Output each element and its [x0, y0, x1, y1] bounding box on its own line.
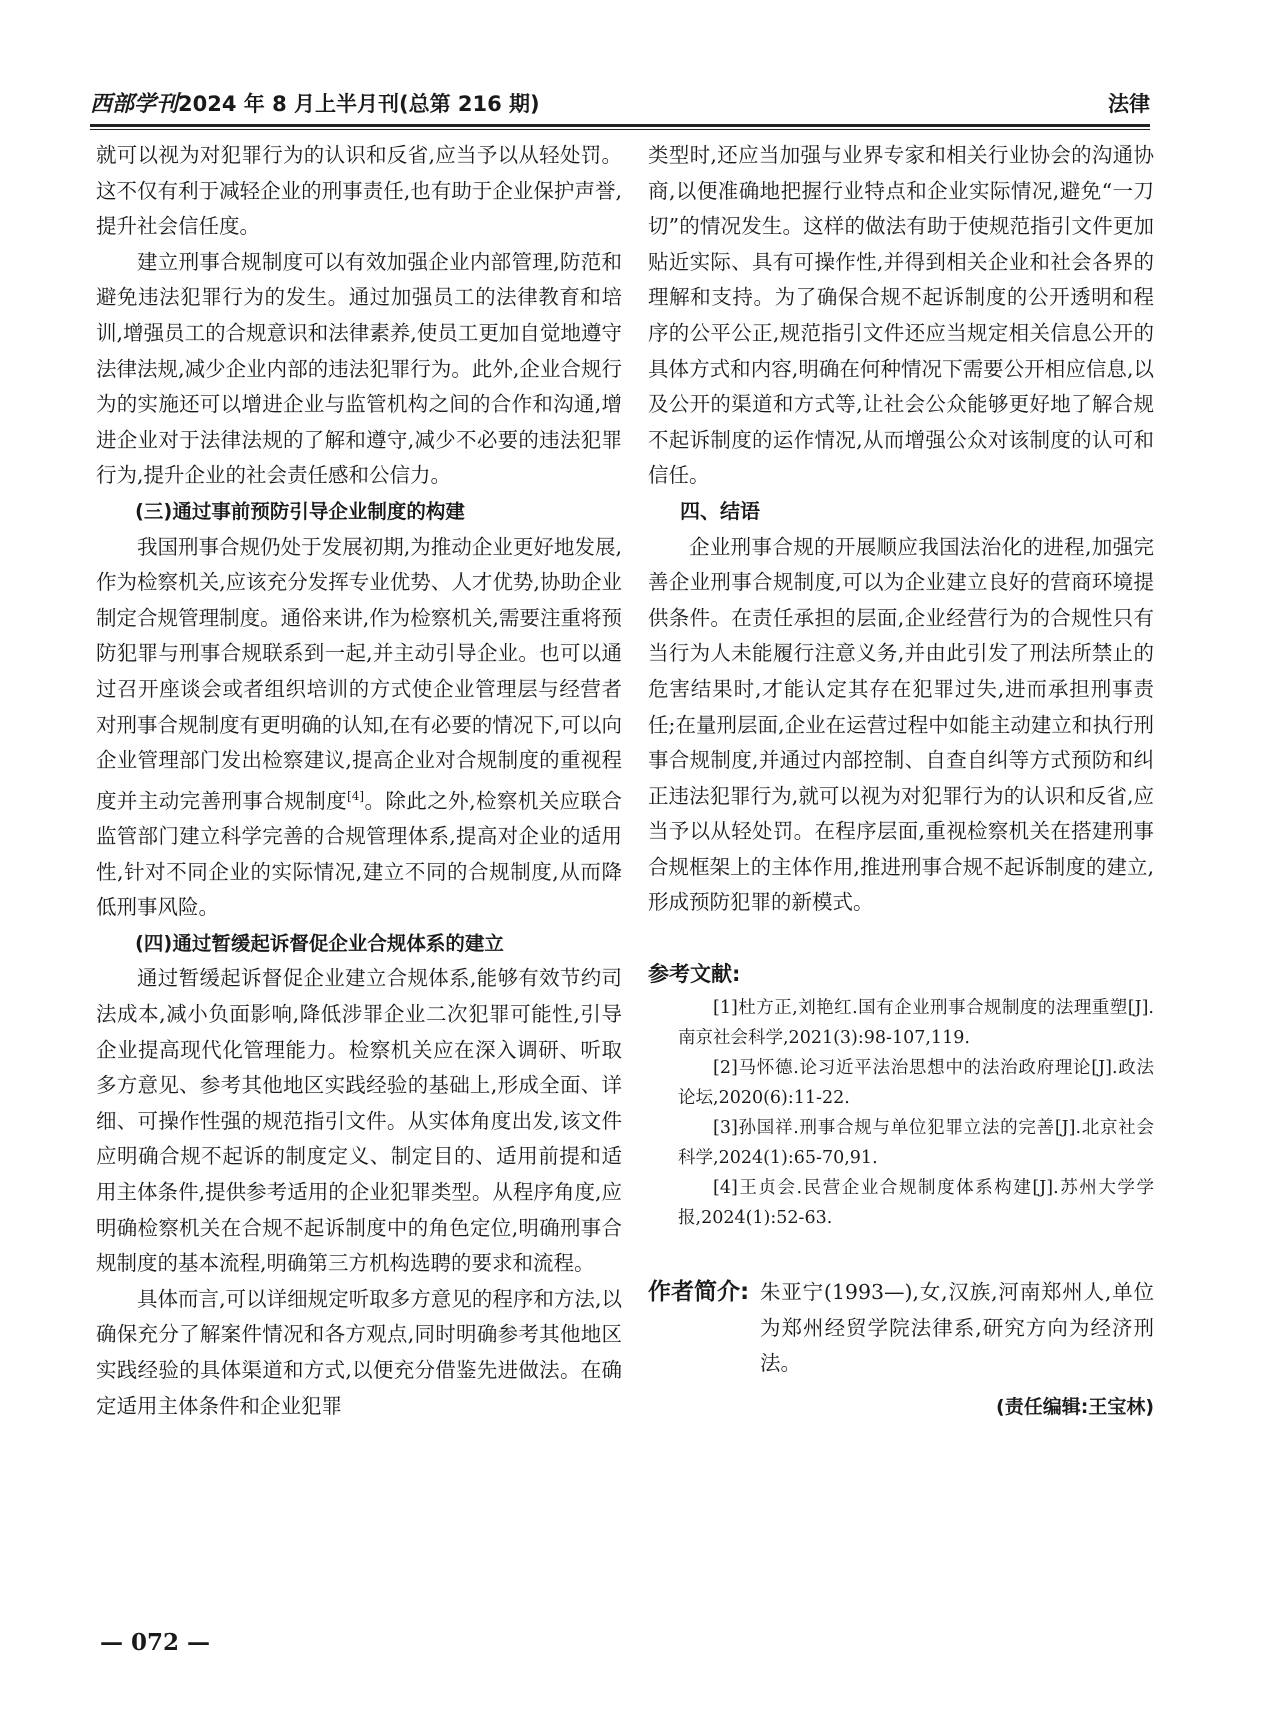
header-rule-thin	[90, 129, 1150, 130]
reference-item: [4]王贞会.民营企业合规制度体系构建[J].苏州大学学报,2024(1):52-63.	[678, 1178, 1154, 1229]
running-header	[90, 86, 1150, 122]
paragraph: 类型时,还应当加强与业界专家和相关行业协会的沟通协商,以便准确地把握行业特点和企业实际情况,避免“一刀切”的情况发生。这样的做法有助于使规范指引文件更加贴近实际、具有可操作性,并得到相关企业和社会各界的理解和支持。为了确保合规不起诉制度的公开透明和程序的公平公正,规范指引文件还应当规定相关信息公开的具体方式和内容,明确在何种情况下需要公开相应信息,以及公开的渠道和方式等,让社会公众能够更好地了解合规不起诉制度的运作情况,从而增强公众对该制度的认可和信任。	[648, 143, 1154, 488]
reference-item: [1]杜方正,刘艳红.国有企业刑事合规制度的法理重塑[J].南京社会科学,2021(3):98-107,119.	[678, 998, 1154, 1049]
section-heading: 四、结语	[680, 498, 760, 523]
paragraph-text: 我国刑事合规仍处于发展初期,为推动企业更好地发展,作为检察机关,应该充分发挥专业优势、人才优势,协助企业制定合规管理制度。通俗来讲,作为检察机关,需要注重将预防犯罪与刑事合规联系到一起,并主动引导企业。也可以通过召开座谈会或者组织培训的方式使企业管理层与经营者对刑事合规制度有更明确的认知,在有必要的情况下,可以向企业管理部门发出检察建议,提高企业对合规制度的重视程度并主动完善刑事合规制度	[96, 534, 622, 813]
paragraph: 企业刑事合规的开展顺应我国法治化的进程,加强完善企业刑事合规制度,可以为企业建立良好的营商环境提供条件。在责任承担的层面,企业经营行为的合规性只有当行为人未能履行注意义务,并由此引发了刑法所禁止的危害结果时,才能认定其存在犯罪过失,进而承担刑事责任;在量刑层面,企业在运营过程中如能主动建立和执行刑事合规制度,并通过内部控制、自查自纠等方式预防和纠正违法犯罪行为,就可以视为对犯罪行为的认识和反省,应当予以从轻处罚。在程序层面,重视检察机关在搭建刑事合规框架上的主体作用,推进刑事合规不起诉制度的建立,形成预防犯罪的新模式。	[648, 534, 1154, 915]
paragraph	[96, 530, 622, 926]
left-column	[96, 138, 622, 1424]
responsible-editor: (责任编辑:王宝林)	[996, 1395, 1154, 1418]
issue-info: 2024 年 8 月上半月刊(总第 216 期)	[178, 92, 540, 116]
paragraph: 建立刑事合规制度可以有效加强企业内部管理,防范和避免违法犯罪行为的发生。通过加强员工的法律教育和培训,增强员工的合规意识和法律素养,使员工更加自觉地遵守法律法规,减少企业内部的违法犯罪行为。此外,企业合规行为的实施还可以增进企业与监管机构之间的合作和沟通,增进企业对于法律法规的了解和遵守,减少不必要的违法犯罪行为,提升企业的社会责任感和公信力。	[96, 249, 622, 488]
author-bio-label: 作者简介:	[648, 1279, 750, 1306]
paragraph-text: 。除此之外,检察机关应联合监管部门建立科学完善的合规管理体系,提高对企业的适用性,针对不同企业的实际情况,建立不同的合规制度,从而降低刑事风险。	[96, 788, 623, 920]
references-title: 参考文献:	[648, 962, 741, 987]
subsection-heading: (三)通过事前预防引导企业制度的构建	[135, 499, 465, 523]
right-column	[648, 138, 1154, 1424]
paragraph: 具体而言,可以详细规定听取多方意见的程序和方法,以确保充分了解案件情况和各方观点,同时明确参考其他地区实践经验的具体渠道和方式,以便充分借鉴先进做法。在确定适用主体条件和企业犯罪	[96, 1286, 622, 1418]
section-label: 法律	[1108, 92, 1150, 116]
journal-logo: 西部学刊	[90, 91, 179, 117]
header-rule	[90, 124, 1150, 127]
reference-item: [2]马怀德.论习近平法治思想中的法治政府理论[J].政法论坛,2020(6):11-22.	[678, 1058, 1154, 1109]
citation-marker: [4]	[347, 788, 365, 803]
journal-info	[90, 86, 540, 122]
subsection-heading: (四)通过暂缓起诉督促企业合规体系的建立	[135, 931, 504, 955]
paragraph: 就可以视为对犯罪行为的认识和反省,应当予以从轻处罚。这不仅有利于减轻企业的刑事责任,也有助于企业保护声誉,提升社会信任度。	[96, 143, 622, 239]
paragraph: 通过暂缓起诉督促企业建立合规体系,能够有效节约司法成本,减小负面影响,降低涉罪企业二次犯罪可能性,引导企业提高现代化管理能力。检察机关应在深入调研、听取多方意见、参考其他地区实践经验的基础上,形成全面、详细、可操作性强的规范指引文件。从实体角度出发,该文件应明确合规不起诉的制度定义、制定目的、适用前提和适用主体条件,提供参考适用的企业犯罪类型。从程序角度,应明确检察机关在合规不起诉制度中的角色定位,明确刑事合规制度的基本流程,明确第三方机构选聘的要求和流程。	[96, 966, 622, 1276]
author-bio	[648, 1275, 1154, 1382]
page-number: — 072 —	[100, 1629, 211, 1656]
reference-item: [3]孙国祥.刑事合规与单位犯罪立法的完善[J].北京社会科学,2024(1):65-70,91.	[678, 1118, 1154, 1169]
author-bio-text: 朱亚宁(1993—),女,汉族,河南郑州人,单位为郑州经贸学院法律系,研究方向为经济刑法。	[760, 1280, 1154, 1376]
